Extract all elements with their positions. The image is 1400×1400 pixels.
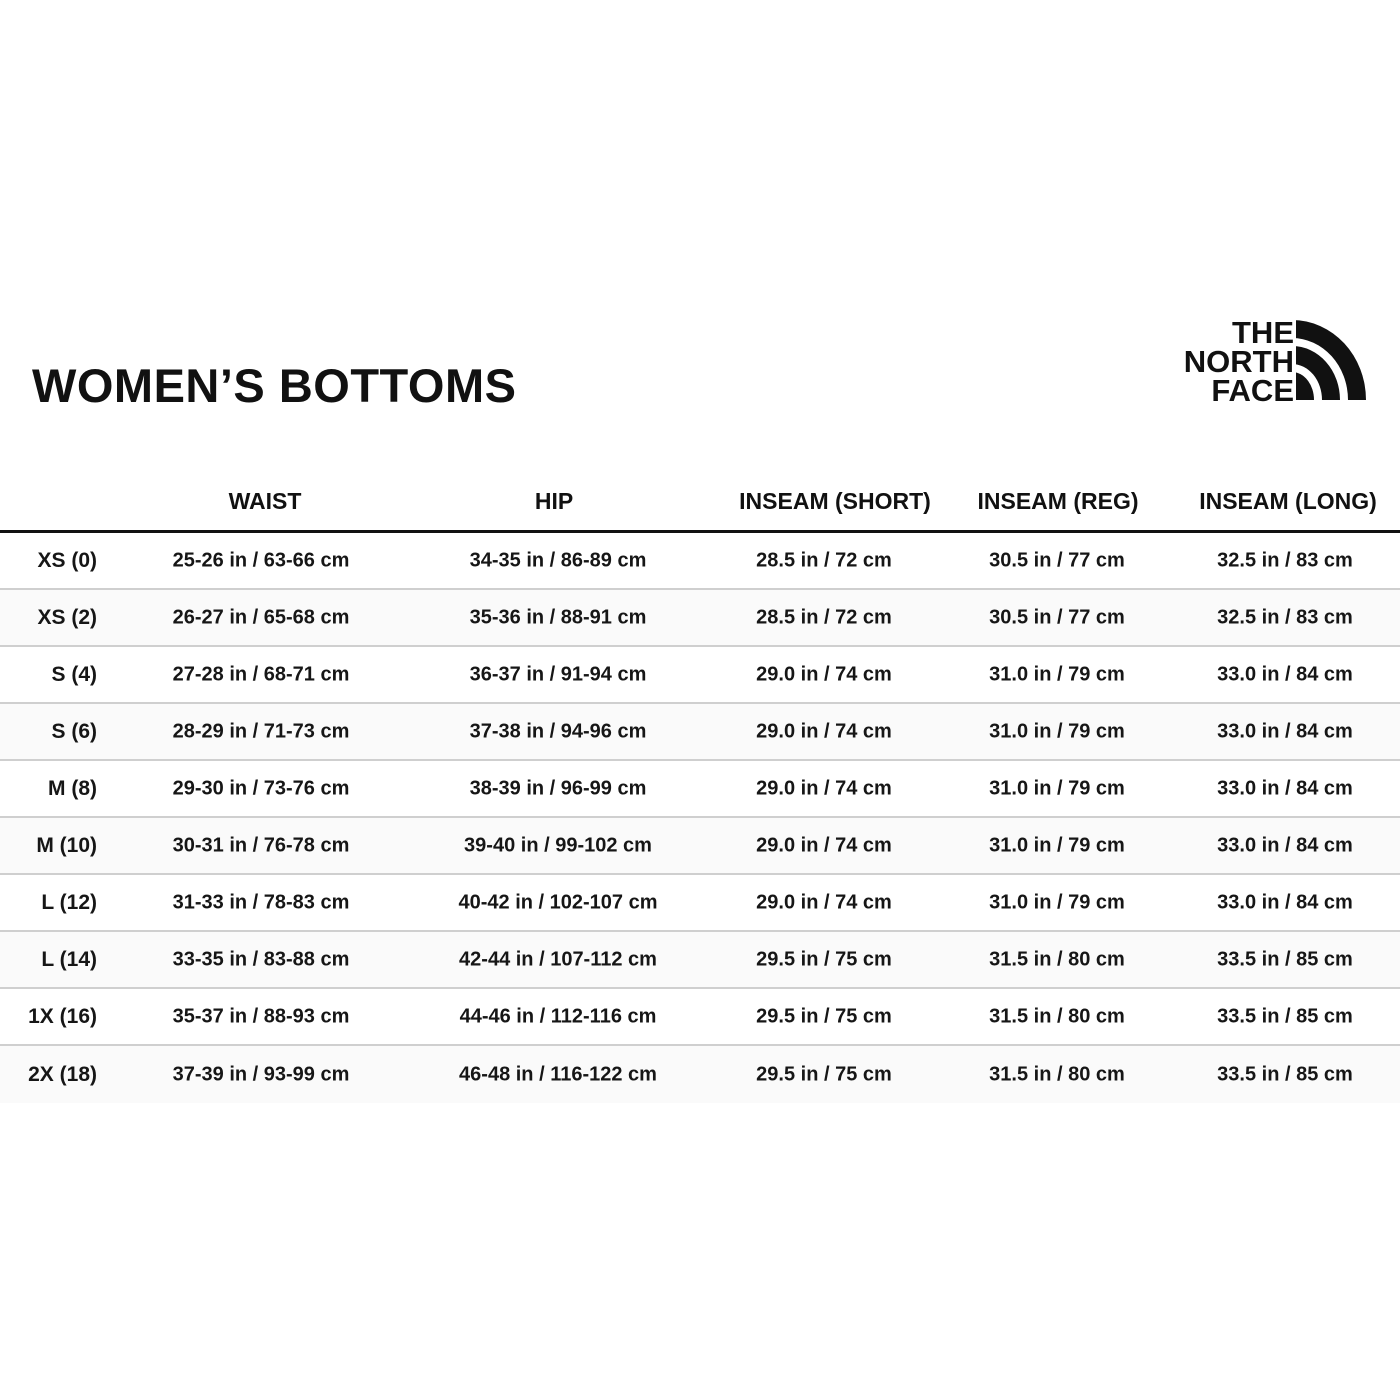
column-header-waist: WAIST (228, 488, 302, 514)
waist-value: 31-33 in / 78-83 cm (172, 891, 350, 913)
inseam-short-value: 29.5 in / 75 cm (756, 1063, 892, 1085)
hip-value: 46-48 in / 116-122 cm (459, 1063, 657, 1085)
inseam-long-value: 33.5 in / 85 cm (1217, 1005, 1353, 1027)
hip-value: 38-39 in / 96-99 cm (469, 777, 647, 799)
inseam-long-value: 33.0 in / 84 cm (1217, 891, 1353, 913)
waist-value: 26-27 in / 65-68 cm (172, 606, 350, 628)
inseam-reg-value: 31.0 in / 79 cm (989, 663, 1125, 685)
size-label: L (14) (41, 947, 97, 971)
inseam-short-value: 28.5 in / 72 cm (756, 606, 892, 628)
table-row (0, 590, 1400, 647)
waist-value: 25-26 in / 63-66 cm (172, 549, 350, 571)
size-table-body (0, 533, 1400, 1103)
logo-line-2: NORTH (1183, 344, 1294, 379)
size-label: M (8) (48, 776, 97, 800)
inseam-short-value: 29.0 in / 74 cm (756, 663, 892, 685)
size-label: S (4) (51, 662, 97, 686)
inseam-reg-value: 31.0 in / 79 cm (989, 777, 1125, 799)
column-header-hip: HIP (534, 488, 574, 514)
size-label: XS (0) (37, 548, 97, 572)
inseam-short-value: 28.5 in / 72 cm (756, 549, 892, 571)
waist-value: 33-35 in / 83-88 cm (172, 948, 350, 970)
inseam-reg-value: 31.0 in / 79 cm (989, 891, 1125, 913)
table-row (0, 818, 1400, 875)
table-row (0, 875, 1400, 932)
inseam-short-value: 29.0 in / 74 cm (756, 777, 892, 799)
hip-value: 35-36 in / 88-91 cm (469, 606, 647, 628)
inseam-long-value: 33.0 in / 84 cm (1217, 663, 1353, 685)
table-row (0, 761, 1400, 818)
hip-value: 40-42 in / 102-107 cm (458, 891, 658, 913)
hip-value: 42-44 in / 107-112 cm (459, 948, 657, 970)
inseam-long-value: 32.5 in / 83 cm (1217, 606, 1353, 628)
table-row (0, 704, 1400, 761)
inseam-long-value: 33.5 in / 85 cm (1217, 948, 1353, 970)
inseam-long-value: 33.0 in / 84 cm (1217, 834, 1353, 856)
inseam-long-value: 33.5 in / 85 cm (1217, 1063, 1353, 1085)
hip-value: 37-38 in / 94-96 cm (469, 720, 647, 742)
inseam-reg-value: 31.5 in / 80 cm (989, 1005, 1125, 1027)
inseam-long-value: 32.5 in / 83 cm (1217, 549, 1353, 571)
table-row (0, 932, 1400, 989)
waist-value: 28-29 in / 71-73 cm (172, 720, 350, 742)
inseam-long-value: 33.0 in / 84 cm (1217, 777, 1353, 799)
table-header (0, 478, 1400, 530)
size-label: M (10) (36, 833, 97, 857)
hip-value: 44-46 in / 112-116 cm (459, 1005, 657, 1027)
waist-value: 30-31 in / 76-78 cm (172, 834, 350, 856)
inseam-reg-value: 30.5 in / 77 cm (989, 606, 1125, 628)
brand-logo-icon (1180, 316, 1370, 406)
hip-value: 39-40 in / 99-102 cm (464, 834, 652, 856)
table-row (0, 1046, 1400, 1103)
inseam-short-value: 29.0 in / 74 cm (756, 834, 892, 856)
inseam-reg-value: 31.0 in / 79 cm (989, 720, 1125, 742)
table-row (0, 647, 1400, 704)
column-header-inseam-short: INSEAM (SHORT) (739, 488, 931, 514)
inseam-short-value: 29.5 in / 75 cm (756, 948, 892, 970)
logo-line-1: THE (1232, 316, 1294, 350)
inseam-reg-value: 31.5 in / 80 cm (989, 1063, 1125, 1085)
size-label: XS (2) (37, 605, 97, 629)
inseam-reg-value: 30.5 in / 77 cm (989, 549, 1125, 571)
size-label: 1X (16) (28, 1004, 97, 1028)
size-label: S (6) (51, 719, 97, 743)
waist-value: 29-30 in / 73-76 cm (172, 777, 350, 799)
hip-value: 36-37 in / 91-94 cm (469, 663, 647, 685)
inseam-short-value: 29.5 in / 75 cm (756, 1005, 892, 1027)
column-header-inseam-reg: INSEAM (REG) (977, 488, 1139, 514)
inseam-reg-value: 31.5 in / 80 cm (989, 948, 1125, 970)
size-label: 2X (18) (28, 1062, 97, 1086)
waist-value: 27-28 in / 68-71 cm (172, 663, 350, 685)
logo-line-3: FACE (1211, 373, 1294, 406)
inseam-reg-value: 31.0 in / 79 cm (989, 834, 1125, 856)
table-row (0, 989, 1400, 1046)
inseam-short-value: 29.0 in / 74 cm (756, 891, 892, 913)
inseam-short-value: 29.0 in / 74 cm (756, 720, 892, 742)
hip-value: 34-35 in / 86-89 cm (469, 549, 647, 571)
column-header-inseam-long: INSEAM (LONG) (1199, 488, 1377, 514)
size-label: L (12) (41, 890, 97, 914)
the-north-face-logo (1180, 316, 1370, 406)
inseam-long-value: 33.0 in / 84 cm (1217, 720, 1353, 742)
waist-value: 35-37 in / 88-93 cm (172, 1005, 350, 1027)
waist-value: 37-39 in / 93-99 cm (172, 1063, 350, 1085)
page-title: WOMEN’S BOTTOMS (32, 359, 517, 412)
table-row (0, 533, 1400, 590)
